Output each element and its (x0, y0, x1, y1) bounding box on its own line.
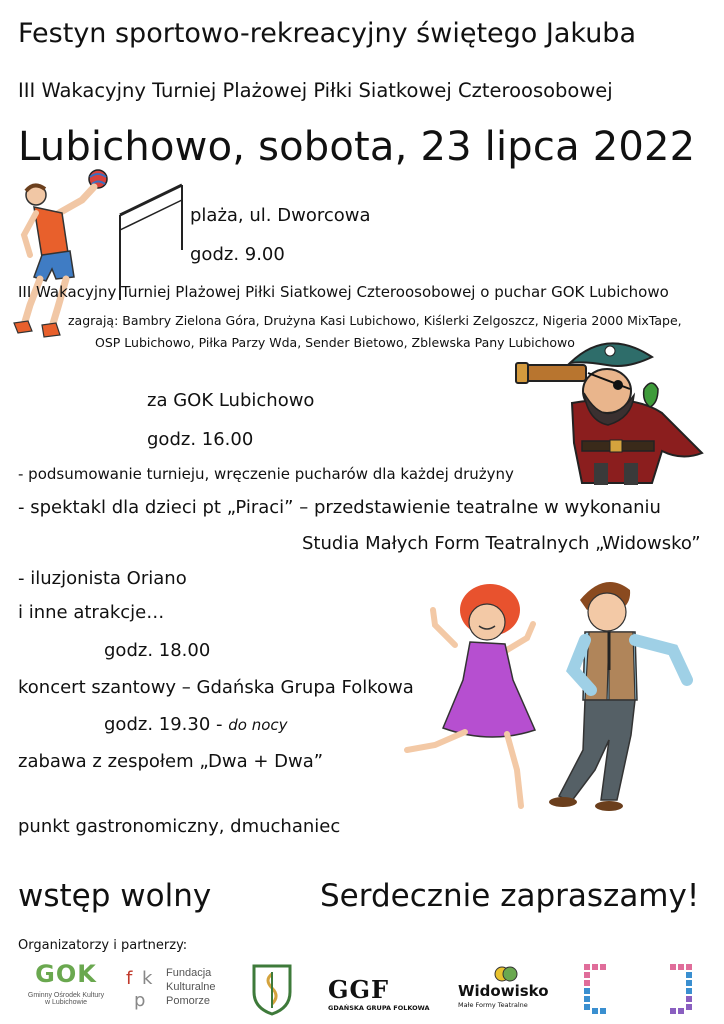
morning-location: plaża, ul. Dworcowa (190, 205, 371, 226)
morning-time: godz. 9.00 (190, 244, 285, 265)
program-item-show-studio: Studia Małych Form Teatralnych „Widowsko” (302, 533, 701, 554)
concert-line: koncert szantowy – Gdańska Grupa Folkowa (18, 677, 414, 698)
svg-text:k: k (142, 968, 153, 989)
poster-subtitle: III Wakacyjny Turniej Plażowej Piłki Siatkowej Czteroosobowej (18, 79, 613, 102)
free-entry: wstęp wolny (18, 878, 212, 914)
widowisko-logo-sub: Małe Formy Teatralne (458, 1001, 528, 1009)
svg-text:p: p (134, 990, 146, 1010)
fkp-logo-line-2: Kulturalne (166, 981, 216, 993)
party-line: zabawa z zespołem „Dwa + Dwa” (18, 751, 324, 772)
evening-time-2 (104, 714, 288, 735)
teams-line-1: zagrają: Bambry Zielona Góra, Drużyna Kasi Lubichowo, Kiślerki Zelgoszcz, Nigeria 2000 MixTape, (68, 313, 682, 328)
program-item-illusionist: - iluzjonista Oriano (18, 568, 187, 589)
gok-logo (18, 960, 114, 1020)
teams-line-2: OSP Lubichowo, Piłka Parzy Wda, Sender Bietowo, Zblewska Pany Lubichowo (95, 335, 575, 350)
evening-time-1: godz. 18.00 (104, 640, 211, 661)
fkp-logo-line-1: Fundacja (166, 967, 212, 979)
evening-time-2-note: do nocy (228, 716, 288, 734)
widowisko-logo-mark: Widowisko (458, 982, 549, 1000)
theatre-masks-icon (494, 966, 518, 982)
program-item-show: - spektakl dla dzieci pt „Piraci” – przedstawienie teatralne w wykonaniu (18, 497, 661, 518)
pirate-with-spyglass-illustration (512, 333, 708, 488)
partners-label: Organizatorzy i partnerzy: (18, 938, 188, 953)
widowisko-logo (458, 966, 558, 1009)
svg-text:f: f (126, 968, 133, 989)
gok-logo-name-2: w Lubichowie (44, 999, 88, 1006)
ggf-logo-mark: GGF (328, 975, 390, 1004)
afternoon-location: za GOK Lubichowo (147, 390, 315, 411)
gok-logo-name-1: Gminny Ośrodek Kultury (27, 992, 105, 999)
fkp-logo-line-3: Pomorze (166, 995, 211, 1007)
program-item-other: i inne atrakcje… (18, 602, 165, 623)
ggf-logo-name: GDAŃSKA GRUPA FOLKOWA (328, 1004, 430, 1012)
fkp-logo-text (166, 966, 216, 1008)
extras-line: punkt gastronomiczny, dmuchaniec (18, 816, 341, 837)
evening-time-2-label: godz. 19.30 - (104, 714, 223, 735)
coat-of-arms-icon (250, 962, 294, 1016)
event-date: Lubichowo, sobota, 23 lipca 2022 (18, 124, 696, 170)
dancing-couple-illustration (395, 570, 700, 820)
program-item-summary: - podsumowanie turnieju, wręczenie pucharów dla każdej drużyny (18, 465, 514, 483)
invitation: Serdecznie zapraszamy! (320, 878, 700, 914)
afternoon-time: godz. 16.00 (147, 429, 254, 450)
poster-title: Festyn sportowo-rekreacyjny świętego Jakuba (18, 18, 636, 49)
fkp-logo (124, 966, 234, 1016)
ggf-logo (328, 975, 438, 1012)
tournament-line: III Wakacyjny Turniej Plażowej Piłki Siatkowej Czteroosobowej o puchar GOK Lubichowo (18, 283, 669, 301)
pixel-frame-logo (582, 962, 694, 1016)
gok-logo-mark: GOK (35, 960, 97, 988)
fkp-logo-mark (124, 966, 164, 1010)
